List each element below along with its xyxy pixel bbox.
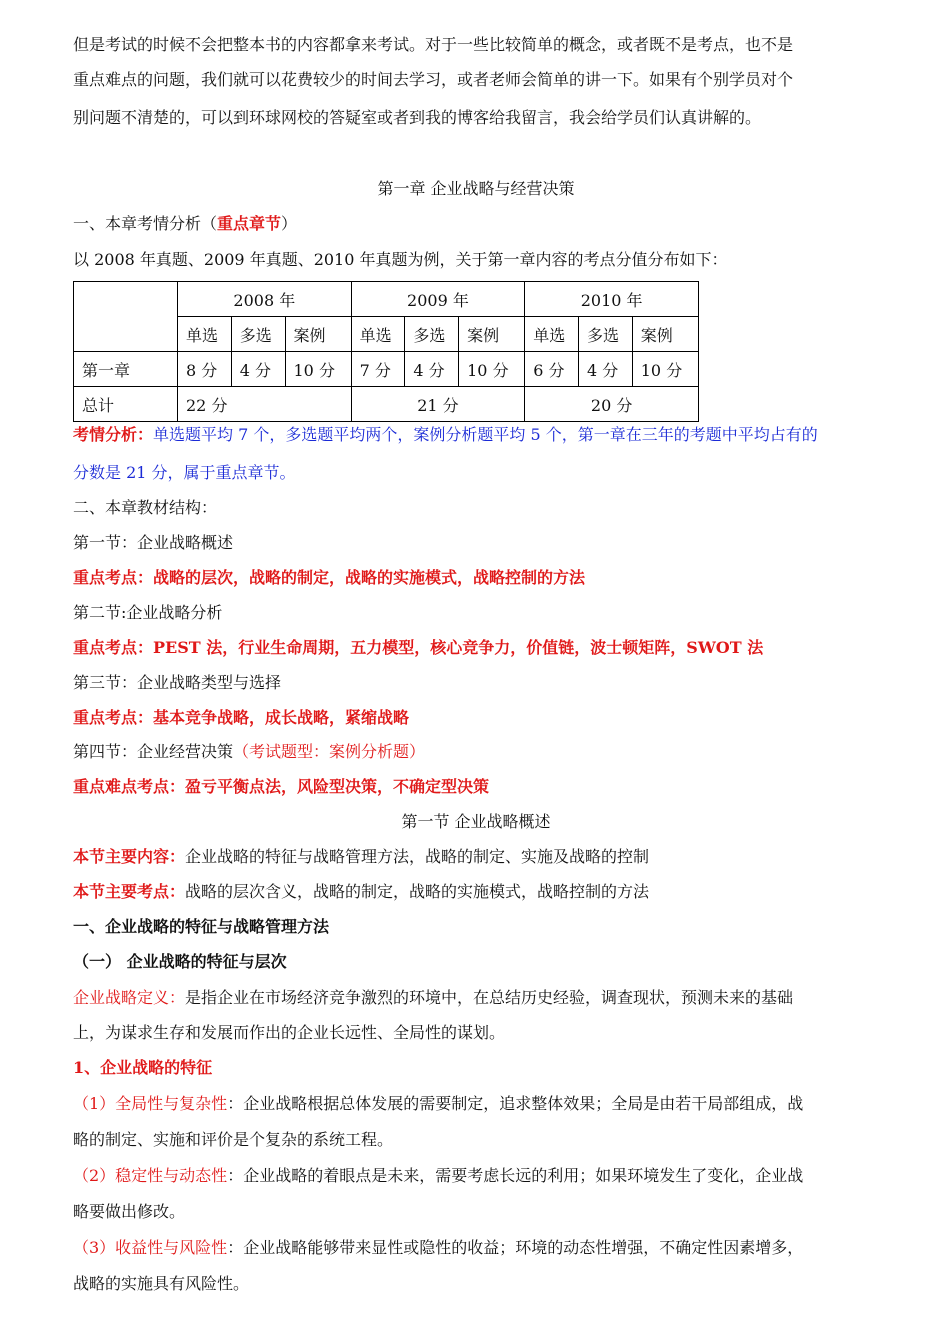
score-cell: 4 分 <box>405 352 459 387</box>
section-4-note: （考试题型：案例分析题） <box>233 742 426 761</box>
feature-1-line-1 <box>73 1094 803 1114</box>
definition-text-1: 是指企业在市场经济竞争激烈的环境中，在总结历史经验，调查现状，预测未来的基础 <box>185 988 794 1007</box>
definition-label: 企业战略定义： <box>73 988 186 1007</box>
feature-3-line-2: 战略的实施具有风险性。 <box>73 1274 250 1293</box>
key-chapter-highlight: 重点章节 <box>217 214 282 233</box>
year-header: 2008 年 <box>178 282 352 317</box>
main-points-line <box>73 882 649 902</box>
heading-1: 一、企业战略的特征与战略管理方法 <box>73 917 330 936</box>
section-4-title-text: 第四节：企业经营决策 <box>73 742 234 761</box>
score-cell: 10 分 <box>632 352 698 387</box>
feature-2-label: （2）稳定性与动态性 <box>73 1166 228 1185</box>
section-4-key-points: 重点难点考点：盈亏平衡点法，风险型决策，不确定型决策 <box>73 777 490 796</box>
type-header: 案例 <box>632 317 698 352</box>
section-2-title: 第二节:企业战略分析 <box>73 603 223 622</box>
feature-2-line-1 <box>73 1166 803 1186</box>
feature-3-line-1 <box>73 1238 803 1258</box>
section-1-title: 第一节：企业战略概述 <box>73 533 234 552</box>
main-content-label: 本节主要内容： <box>73 847 186 866</box>
section-4-title <box>73 742 425 762</box>
type-header: 多选 <box>231 317 285 352</box>
intro-line-1: 但是考试的时候不会把整本书的内容都拿来考试。对于一些比较简单的概念，或者既不是考点，也不是 <box>73 35 794 54</box>
main-content-text: 企业战略的特征与战略管理方法，战略的制定、实施及战略的控制 <box>185 847 650 866</box>
analysis-line-2: 分数是 21 分，属于重点章节。 <box>73 463 296 482</box>
analysis-text-1: 单选题平均 7 个，多选题平均两个，案例分析题平均 5 个，第一章在三年的考题中平均占有的 <box>153 425 818 444</box>
feature-3-text: ：企业战略能够带来显性或隐性的收益；环境的动态性增强，不确定性因素增多， <box>227 1238 804 1257</box>
year-header: 2009 年 <box>351 282 525 317</box>
feature-2-line-2: 略要做出修改。 <box>73 1202 186 1221</box>
score-cell: 4 分 <box>579 352 633 387</box>
analysis-label: 考情分析： <box>73 425 154 444</box>
section-3-title: 第三节：企业战略类型与选择 <box>73 673 282 692</box>
feature-1-line-2: 略的制定、实施和评价是个复杂的系统工程。 <box>73 1130 394 1149</box>
main-points-label: 本节主要考点： <box>73 882 186 901</box>
section-2-key-points: 重点考点：PEST 法，行业生命周期，五力模型，核心竞争力，价值链，波士顿矩阵，SWOT 法 <box>73 638 764 657</box>
score-cell: 4 分 <box>231 352 285 387</box>
type-header: 单选 <box>351 317 405 352</box>
sub-section-title: 第一节 企业战略概述 <box>401 812 551 831</box>
table-intro: 以 2008 年真题、2009 年真题、2010 年真题为例，关于第一章内容的考点分值分布如下： <box>73 250 728 269</box>
definition-line-2: 上，为谋求生存和发展而作出的企业长远性、全局性的谋划。 <box>73 1023 506 1042</box>
score-cell: 10 分 <box>459 352 525 387</box>
definition-line-1 <box>73 988 793 1008</box>
section-analysis-suffix: ） <box>281 214 298 233</box>
feature-2-text: ：企业战略的着眼点是未来，需要考虑长远的利用；如果环境发生了变化，企业战 <box>227 1166 804 1185</box>
chapter-title: 第一章 企业战略与经营决策 <box>377 179 575 198</box>
total-cell: 22 分 <box>178 387 352 422</box>
type-header: 单选 <box>525 317 579 352</box>
score-table <box>73 281 699 422</box>
table-corner-cell <box>74 282 178 352</box>
score-cell: 7 分 <box>351 352 405 387</box>
score-cell: 6 分 <box>525 352 579 387</box>
heading-2: （一） 企业战略的特征与层次 <box>73 952 287 971</box>
section-analysis-heading <box>73 214 297 234</box>
score-cell: 8 分 <box>178 352 232 387</box>
feature-3-label: （3）收益性与风险性 <box>73 1238 228 1257</box>
row-label: 第一章 <box>74 352 178 387</box>
section-analysis-prefix: 一、本章考情分析（ <box>73 214 218 233</box>
type-header: 多选 <box>579 317 633 352</box>
intro-line-3: 别问题不清楚的，可以到环球网校的答疑室或者到我的博客给我留言，我会给学员们认真讲解的。 <box>73 108 762 127</box>
structure-heading: 二、本章教材结构： <box>73 498 218 517</box>
features-heading: 1、企业战略的特征 <box>73 1058 213 1077</box>
total-label: 总计 <box>74 387 178 422</box>
section-1-key-points: 重点考点：战略的层次，战略的制定，战略的实施模式，战略控制的方法 <box>73 568 586 587</box>
section-3-key-points: 重点考点：基本竞争战略，成长战略，紧缩战略 <box>73 708 410 727</box>
year-header: 2010 年 <box>525 282 699 317</box>
main-content-line <box>73 847 649 867</box>
analysis-line-1 <box>73 425 818 445</box>
type-header: 案例 <box>285 317 351 352</box>
main-points-text: 战略的层次含义，战略的制定，战略的实施模式，战略控制的方法 <box>185 882 650 901</box>
feature-1-label: （1）全局性与复杂性 <box>73 1094 228 1113</box>
type-header: 单选 <box>178 317 232 352</box>
total-cell: 20 分 <box>525 387 699 422</box>
score-cell: 10 分 <box>285 352 351 387</box>
type-header: 案例 <box>459 317 525 352</box>
total-cell: 21 分 <box>351 387 525 422</box>
type-header: 多选 <box>405 317 459 352</box>
feature-1-text: ：企业战略根据总体发展的需要制定，追求整体效果；全局是由若干局部组成，战 <box>227 1094 804 1113</box>
intro-line-2: 重点难点的问题，我们就可以花费较少的时间去学习，或者老师会简单的讲一下。如果有个别学员对个 <box>73 70 794 89</box>
